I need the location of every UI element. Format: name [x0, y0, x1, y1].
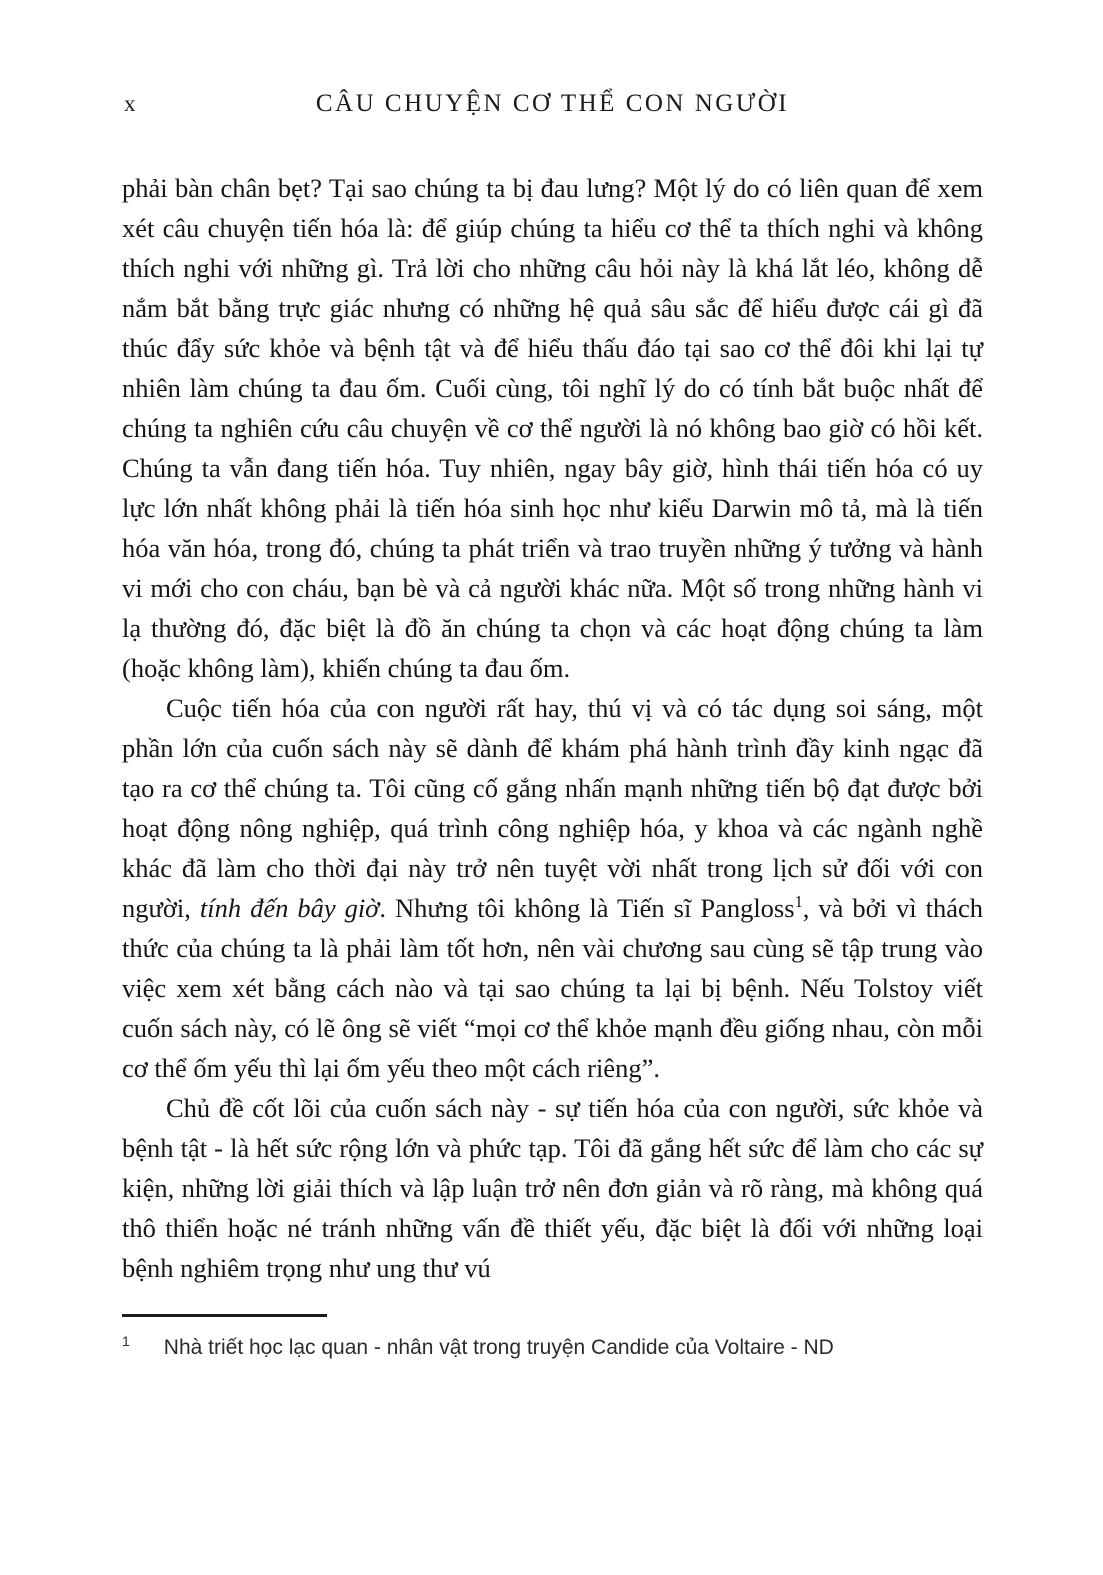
- running-title: CÂU CHUYỆN CƠ THỂ CON NGƯỜI: [315, 90, 790, 117]
- body-text: [122, 168, 983, 1288]
- paragraph-2: [122, 688, 983, 1088]
- text-run: phải bàn chân bẹt? Tại sao chúng ta bị đau lưng? Một lý do có liên quan để xem xét câu chuyện tiến hóa là: để giúp chúng ta hiểu cơ thể ta thích nghi và không thích nghi với những gì. Trả lời cho những câu hỏi này là khá lắt léo, không dễ nắm bắt bằng trực giác nhưng có những hệ quả sâu sắc để hiểu được cái gì đã thúc đẩy sức khỏe và bệnh tật và để hiểu thấu đáo tại sao cơ thể đôi khi lại tự nhiên làm chúng ta đau ốm. Cuối cùng, tôi nghĩ lý do có tính bắt buộc nhất để chúng ta nghiên cứu câu chuyện về cơ thể người là nó không bao giờ có hồi kết. Chúng ta vẫn đang tiến hóa. Tuy nhiên, ngay bây giờ, hình thái tiến hóa có uy lực lớn nhất không phải là tiến hóa sinh học như kiểu Darwin mô tả, mà là tiến hóa văn hóa, trong đó, chúng ta phát triển và trao truyền những ý tưởng và hành vi mới cho con cháu, bạn bè và cả người khác nữa. Một số trong những hành vi lạ thường đó, đặc biệt là đồ ăn chúng ta chọn và các hoạt động chúng ta làm (hoặc không làm), khiến chúng ta đau ốm.: [122, 173, 983, 683]
- footnote-text: Nhà triết học lạc quan - nhân vật trong truyện Candide của Voltaire - ND: [163, 1336, 834, 1359]
- text-run: Chủ đề cốt lõi của cuốn sách này - sự tiến hóa của con người, sức khỏe và bệnh tật - là hết sức rộng lớn và phức tạp. Tôi đã gắng hết sức để làm cho các sự kiện, những lời giải thích và lập luận trở nên đơn giản và rõ ràng, mà không quá thô thiển hoặc né tránh những vấn đề thiết yếu, đặc biệt là đối với những loại bệnh nghiêm trọng như ung thư vú: [122, 1093, 983, 1283]
- footnote-reference: 1: [794, 892, 803, 912]
- text-run: . Nhưng tôi không là Tiến sĩ Pangloss: [379, 893, 795, 923]
- footnote-area: [122, 1314, 983, 1363]
- paragraph-1: [122, 168, 983, 688]
- footnote-marker: 1: [122, 1333, 130, 1349]
- page-number: x: [124, 91, 136, 116]
- text-run: , và bởi vì thách thức của chúng ta là phải làm tốt hơn, nên vài chương sau cùng sẽ tập trung vào việc xem xét bằng cách nào và tại sao chúng ta lại bị bệnh. Nếu Tolstoy viết cuốn sách này, có lẽ ông sẽ viết “mọi cơ thể khỏe mạnh đều giống nhau, còn mỗi cơ thể ốm yếu thì lại ốm yếu theo một cách riêng”.: [122, 893, 983, 1083]
- footnote: [122, 1333, 983, 1363]
- italic-phrase: tính đến bây giờ: [199, 893, 380, 923]
- paragraph-3: [122, 1088, 983, 1288]
- footnote-separator-rule: [122, 1314, 327, 1317]
- page-header: [122, 86, 983, 122]
- text-run: Cuộc tiến hóa của con người rất hay, thú vị và có tác dụng soi sáng, một phần lớn của cuốn sách này sẽ dành để khám phá hành trình đầy kinh ngạc đã tạo ra cơ thể chúng ta. Tôi cũng cố gắng nhấn mạnh những tiến bộ đạt được bởi hoạt động nông nghiệp, quá trình công nghiệp hóa, y khoa và các ngành nghề khác đã làm cho thời đại này trở nên tuyệt vời nhất trong lịch sử đối với con người,: [122, 693, 983, 923]
